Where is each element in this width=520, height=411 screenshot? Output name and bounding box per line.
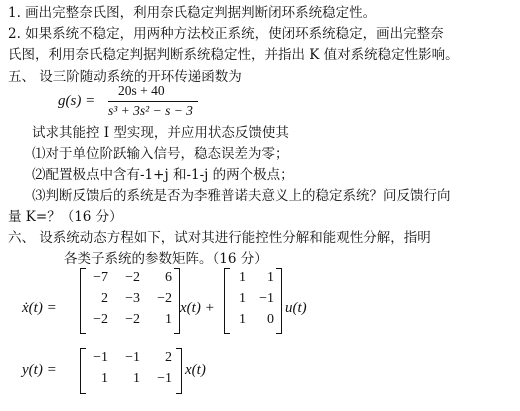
matrix-B-cell: 1 (267, 270, 274, 285)
formula-g-lhs: g(s) = (58, 93, 96, 109)
matrix-A-cell: 2 (101, 291, 108, 306)
output-state-term: x(t) (185, 362, 206, 378)
matrix-A-cell: −3 (125, 291, 140, 306)
question-5-task: 试求其能控 I 型实现，并应用状态反馈使其 (32, 125, 289, 141)
matrix-C-cell: 2 (165, 350, 172, 365)
question-6-heading: 六、 设系统动态方程如下，试对其进行能控性分解和能观性分解，指明 (8, 230, 431, 246)
matrix-B-cell: −1 (259, 291, 274, 306)
matrix-C-cell: 1 (101, 371, 108, 386)
matrix-C-cell: −1 (93, 350, 108, 365)
state-equation-lhs: ẋ(t) = (22, 300, 57, 316)
question-5-heading: 五、 设三阶随动系统的开环传递函数为 (8, 69, 242, 85)
matrix-A-cell: 6 (165, 270, 172, 285)
matrix-B-cell: 1 (239, 312, 246, 327)
matrix-A-cell: −2 (125, 312, 140, 327)
matrix-A-cell: −2 (125, 270, 140, 285)
matrix-B-cell: 1 (239, 270, 246, 285)
problem-1-text: 1. 画出完整奈氏图，利用奈氏稳定判据判断闭环系统稳定性。 (8, 5, 377, 21)
question-5-item-1: ⑴对于单位阶跃输入信号，稳态误差为零； (32, 146, 289, 162)
problem-2-text: 2. 如果系统不稳定，用两种方法校正系统，使闭环系统稳定，画出完整奈 (8, 26, 444, 42)
matrix-C-cell: −1 (157, 371, 172, 386)
matrix-C (80, 348, 182, 394)
transfer-function-fraction (108, 83, 200, 119)
matrix-A (80, 268, 180, 334)
matrix-C-cell: −1 (125, 350, 140, 365)
question-5-item-3: ⑶判断反馈后的系统是否为李雅普诺夫意义上的稳定系统？问反馈行向 (32, 188, 451, 204)
matrix-A-cell: 1 (165, 312, 172, 327)
question-6-heading-cont: 各类子系统的参数矩阵。（16 分） (64, 251, 268, 267)
question-5-item-3-cont: 量 K=？（16 分） (8, 209, 123, 225)
problem-2-text-cont: 氏图，利用奈氏稳定判据判断系统稳定性，并指出 K 值对系统稳定性影响。 (8, 47, 459, 63)
matrix-A-cell: −2 (93, 312, 108, 327)
matrix-B-cell: 0 (267, 312, 274, 327)
fraction-denominator: s³ + 3s² − s − 3 (108, 103, 193, 118)
output-equation-lhs: y(t) = (22, 362, 57, 378)
matrix-B-cell: 1 (239, 291, 246, 306)
state-vector-term: x(t) + (180, 300, 215, 316)
fraction-numerator: 20s + 40 (118, 83, 165, 98)
matrix-A-cell: −2 (157, 291, 172, 306)
question-5-item-2: ⑵配置极点中含有-1+j 和-1-j 的两个极点； (32, 167, 294, 183)
matrix-C-cell: 1 (133, 371, 140, 386)
fraction-bar (108, 101, 198, 102)
matrix-A-cell: −7 (93, 270, 108, 285)
matrix-B (224, 268, 282, 334)
input-vector-term: u(t) (285, 300, 307, 316)
